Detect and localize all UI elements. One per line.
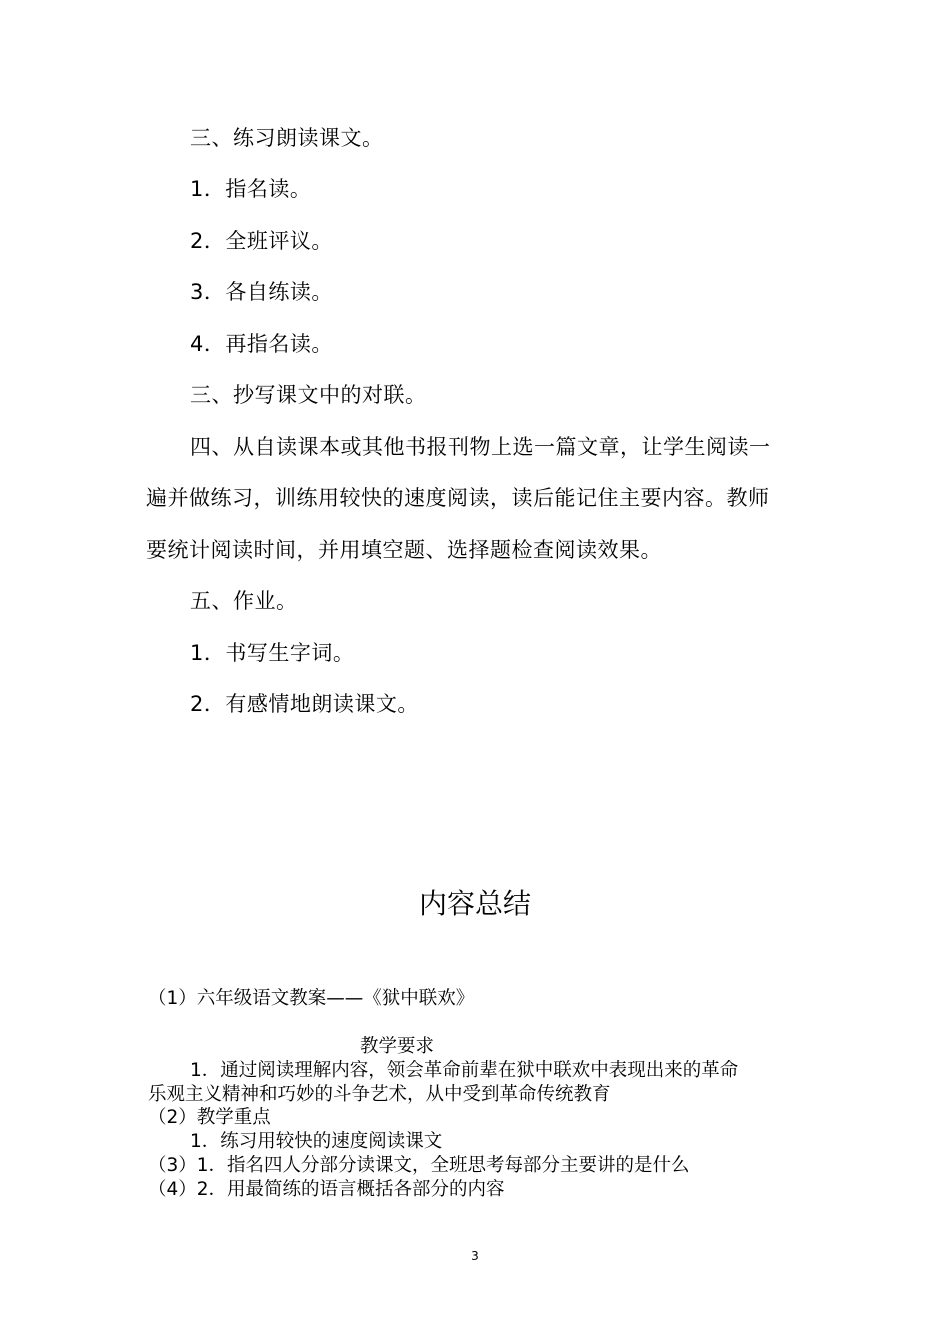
list-item: 1．指名读。: [190, 177, 312, 201]
section-heading-homework: 五、作业。: [190, 589, 298, 613]
summary-line: （4）2．用最简练的语言概括各部分的内容: [148, 1179, 505, 1200]
list-item: 2．有感情地朗读课文。: [190, 692, 419, 716]
summary-subheading: 教学要求: [360, 1036, 435, 1057]
summary-line: 乐观主义精神和巧妙的斗争艺术，从中受到革命传统教育: [148, 1084, 611, 1105]
summary-line: 1．练习用较快的速度阅读课文: [190, 1131, 443, 1152]
section-heading-practice-reading: 三、练习朗读课文。: [190, 126, 384, 150]
section-heading-copy-couplet: 三、抄写课文中的对联。: [190, 383, 427, 407]
summary-line: （2）教学重点: [148, 1107, 271, 1128]
paragraph-line: 要统计阅读时间，并用填空题、选择题检查阅读效果。: [146, 538, 662, 562]
list-item: 3．各自练读。: [190, 280, 333, 304]
list-item: 4．再指名读。: [190, 332, 333, 356]
paragraph-line: 四、从自读课本或其他书报刊物上选一篇文章，让学生阅读一: [190, 435, 771, 459]
summary-title: 内容总结: [418, 887, 531, 920]
list-item: 1．书写生字词。: [190, 641, 355, 665]
summary-line: 1．通过阅读理解内容，领会革命前辈在狱中联欢中表现出来的革命: [190, 1060, 739, 1081]
summary-line: （1）六年级语文教案——《狱中联欢》: [148, 988, 475, 1009]
page-number: 3: [471, 1249, 479, 1263]
paragraph-line: 遍并做练习，训练用较快的速度阅读，读后能记住主要内容。教师: [146, 486, 770, 510]
summary-line: （3）1．指名四人分部分读课文，全班思考每部分主要讲的是什么: [148, 1155, 690, 1176]
list-item: 2．全班评议。: [190, 229, 333, 253]
